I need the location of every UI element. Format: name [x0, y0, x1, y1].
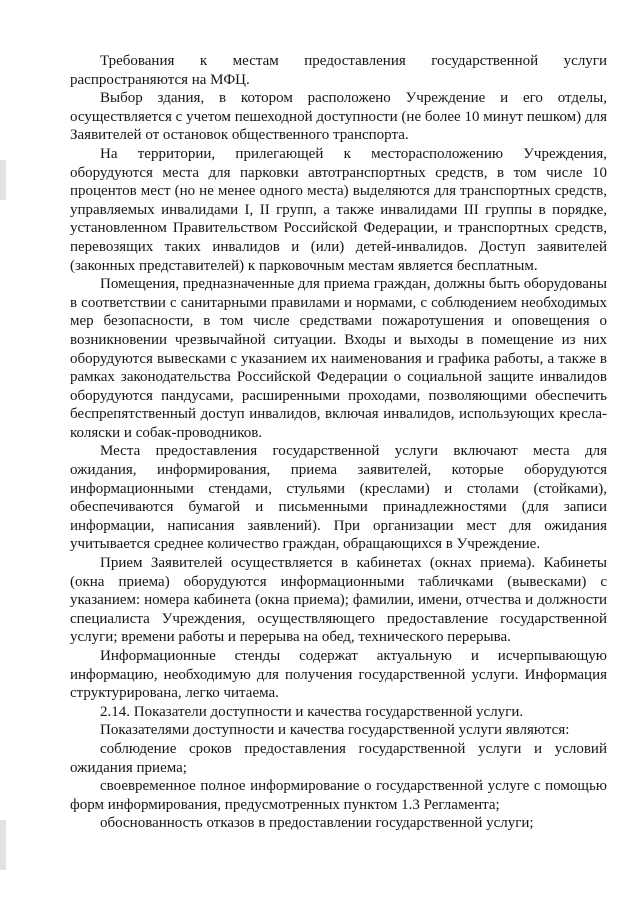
paragraph-reception-offices: Прием Заявителей осуществляется в кабинетах (окнах приема). Кабинеты (окна приема) оборудуются информационными табличками (вывесками) с указанием: номера кабинета (окна приема); фамилии, имени, отчества и должности специалиста Учреждения, осуществляющего предоставление государственной услуги; времени работы и перерыва на обед, технического перерыва. — [70, 555, 607, 646]
paragraph-premises: Помещения, предназначенные для приема граждан, должны быть оборудованы в соответствии с санитарными правилами и нормами, с соблюдением необходимых мер безопасности, в том числе средствами пожаротушения и оповещения о возникновении чрезвычайной ситуации. Входы и выходы в помещение из них оборудуются вывесками с указанием их наименования и графика работы, а также в рамках законодательства Российской Федерации о социальной защите инвалидов оборудуются пандусами, расширенными проходами, позволяющими обеспечить беспрепятственный доступ инвалидов, включая инвалидов, использующих кресла-коляски и собак-проводников. — [70, 276, 607, 441]
paragraph-info-stands: Информационные стенды содержат актуальную и исчерпывающую информацию, необходимую для получения государственной услуги. Информация структурирована, легко читаема. — [70, 648, 607, 702]
paragraph-mfc-requirements: Требования к местам предоставления государственной услуги распространяются на МФЦ. — [70, 53, 607, 88]
scan-edge-mark — [0, 160, 6, 200]
document-body — [70, 52, 607, 833]
paragraph-parking: На территории, прилегающей к месторасположению Учреждения, оборудуются места для парковки автотранспортных средств, в том числе 10 процентов мест (но не менее одного места) выделяются для транспортных средств, управляемых инвалидами I, II групп, а также инвалидами III группы в порядке, установленном Правительством Российской Федерации, и транспортных средств, перевозящих таких инвалидов и (или) детей-инвалидов. Доступ заявителей (законных представителей) к парковочным местам является бесплатным. — [70, 145, 607, 274]
list-item-informing: своевременное полное информирование о государственной услуге с помощью форм информирования, предусмотренных пунктом 1.3 Регламента; — [70, 778, 607, 813]
paragraph-building-choice: Выбор здания, в котором расположено Учреждение и его отделы, осуществляется с учетом пешеходной доступности (не более 10 минут пешком) для Заявителей от остановок общественного транспорта. — [70, 90, 607, 144]
scan-edge-mark — [0, 820, 6, 870]
paragraph-indicators-intro: Показателями доступности и качества государственной услуги являются: — [100, 722, 570, 739]
list-item-deadlines: соблюдение сроков предоставления государственной услуги и условий ожидания приема; — [70, 740, 607, 776]
paragraph-service-places: Места предоставления государственной услуги включают места для ожидания, информирования, приема заявителей, которые оборудуются информационными стендами, стульями (креслами) и столами (стойками), обеспечиваются бумагой и письменными принадлежностями (для записи информации, написания заявлений). При организации мест для ожидания учитывается среднее количество граждан, обращающихся в Учреждение. — [70, 443, 607, 553]
section-heading-2-14: 2.14. Показатели доступности и качества государственной услуги. — [100, 703, 524, 720]
list-item-refusals: обоснованность отказов в предоставлении государственной услуги; — [100, 815, 534, 832]
